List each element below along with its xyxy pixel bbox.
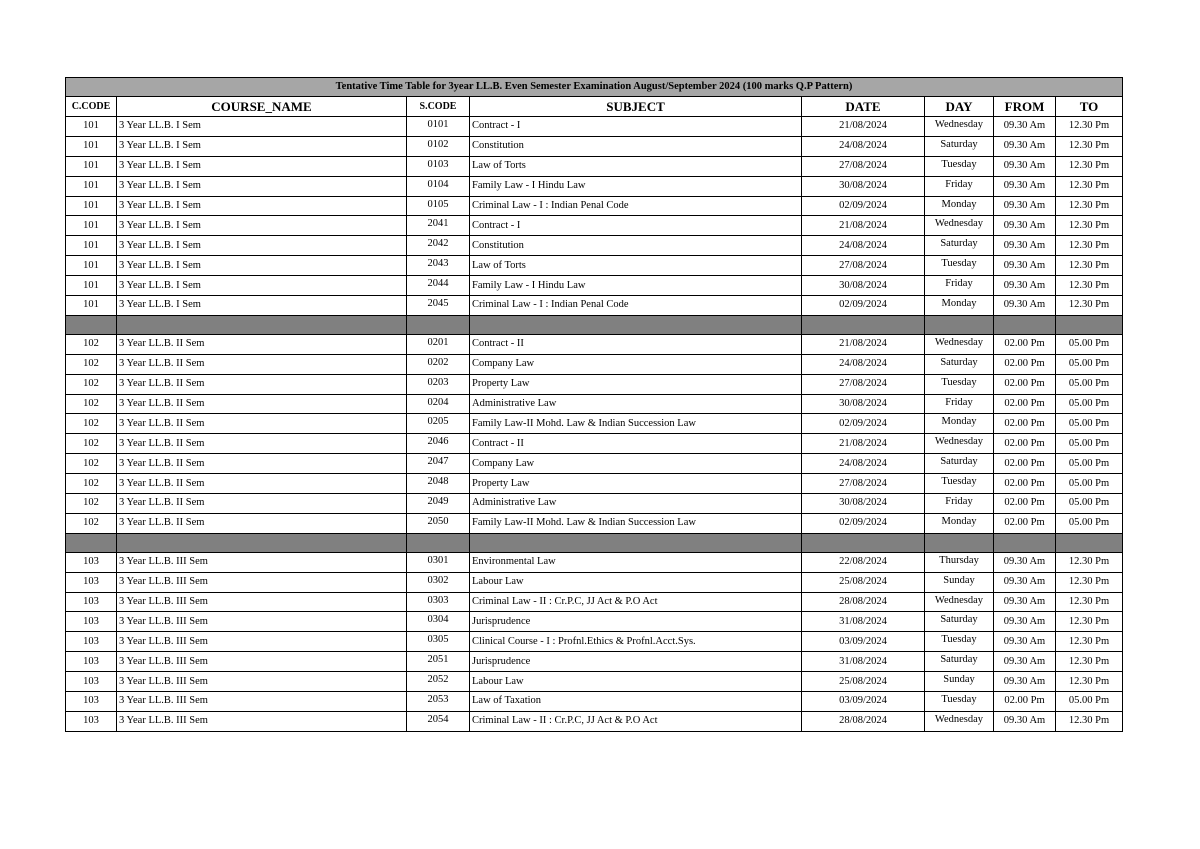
course-name-cell: 3 Year LL.B. II Sem xyxy=(117,494,407,514)
course-name-cell: 3 Year LL.B. I Sem xyxy=(117,236,407,256)
course-name-cell: 3 Year LL.B. III Sem xyxy=(117,612,407,632)
to-time-cell: 12.30 Pm xyxy=(1056,136,1123,156)
course-name-cell: 3 Year LL.B. II Sem xyxy=(117,414,407,434)
day-cell: Friday xyxy=(925,394,994,414)
date-cell: 02/09/2024 xyxy=(802,414,925,434)
subject-cell: Company Law xyxy=(470,454,802,474)
from-time-cell: 02.00 Pm xyxy=(994,354,1056,374)
course-name-cell: 3 Year LL.B. I Sem xyxy=(117,216,407,236)
to-time-cell: 05.00 Pm xyxy=(1056,434,1123,454)
table-row xyxy=(66,711,1123,731)
table-row xyxy=(66,394,1123,414)
from-time-cell: 09.30 Am xyxy=(994,176,1056,196)
header-course-name: COURSE_NAME xyxy=(117,97,407,117)
date-cell: 21/08/2024 xyxy=(802,216,925,236)
header-row xyxy=(66,97,1123,117)
scode-cell: 0104 xyxy=(407,176,470,196)
date-cell: 31/08/2024 xyxy=(802,612,925,632)
table-row xyxy=(66,354,1123,374)
subject-cell: Administrative Law xyxy=(470,494,802,514)
ccode-cell: 102 xyxy=(66,474,117,494)
day-cell: Monday xyxy=(925,414,994,434)
ccode-cell: 101 xyxy=(66,216,117,236)
day-cell: Saturday xyxy=(925,354,994,374)
date-cell: 24/08/2024 xyxy=(802,136,925,156)
table-row xyxy=(66,454,1123,474)
separator-cell xyxy=(925,533,994,552)
subject-cell: Law of Torts xyxy=(470,256,802,276)
date-cell: 28/08/2024 xyxy=(802,711,925,731)
subject-cell: Jurisprudence xyxy=(470,612,802,632)
from-time-cell: 09.30 Am xyxy=(994,117,1056,137)
separator-cell xyxy=(470,315,802,334)
course-name-cell: 3 Year LL.B. III Sem xyxy=(117,552,407,572)
from-time-cell: 02.00 Pm xyxy=(994,414,1056,434)
date-cell: 31/08/2024 xyxy=(802,652,925,672)
from-time-cell: 09.30 Am xyxy=(994,612,1056,632)
to-time-cell: 12.30 Pm xyxy=(1056,592,1123,612)
subject-cell: Administrative Law xyxy=(470,394,802,414)
ccode-cell: 102 xyxy=(66,434,117,454)
date-cell: 22/08/2024 xyxy=(802,552,925,572)
separator-cell xyxy=(407,533,470,552)
table-row xyxy=(66,117,1123,137)
subject-cell: Environmental Law xyxy=(470,552,802,572)
day-cell: Saturday xyxy=(925,236,994,256)
subject-cell: Contract - I xyxy=(470,117,802,137)
table-row xyxy=(66,692,1123,712)
ccode-cell: 103 xyxy=(66,672,117,692)
separator-cell xyxy=(994,533,1056,552)
day-cell: Monday xyxy=(925,196,994,216)
table-row xyxy=(66,652,1123,672)
subject-cell: Criminal Law - I : Indian Penal Code xyxy=(470,196,802,216)
scode-cell: 2043 xyxy=(407,256,470,276)
scode-cell: 2045 xyxy=(407,296,470,316)
table-row xyxy=(66,672,1123,692)
group-separator-row xyxy=(66,533,1123,552)
group-separator-row xyxy=(66,315,1123,334)
day-cell: Wednesday xyxy=(925,711,994,731)
ccode-cell: 102 xyxy=(66,513,117,533)
from-time-cell: 09.30 Am xyxy=(994,276,1056,296)
scode-cell: 2054 xyxy=(407,711,470,731)
ccode-cell: 103 xyxy=(66,592,117,612)
subject-cell: Contract - II xyxy=(470,434,802,454)
table-row xyxy=(66,513,1123,533)
table-row xyxy=(66,276,1123,296)
table-title: Tentative Time Table for 3year LL.B. Even Semester Examination August/September 2024 (100 marks Q.P Pattern) xyxy=(66,78,1123,97)
subject-cell: Criminal Law - II : Cr.P.C, JJ Act & P.O Act xyxy=(470,592,802,612)
separator-cell xyxy=(66,533,117,552)
table-row xyxy=(66,374,1123,394)
subject-cell: Jurisprudence xyxy=(470,652,802,672)
scode-cell: 0202 xyxy=(407,354,470,374)
from-time-cell: 09.30 Am xyxy=(994,711,1056,731)
from-time-cell: 02.00 Pm xyxy=(994,513,1056,533)
day-cell: Saturday xyxy=(925,652,994,672)
from-time-cell: 02.00 Pm xyxy=(994,394,1056,414)
date-cell: 21/08/2024 xyxy=(802,117,925,137)
ccode-cell: 102 xyxy=(66,374,117,394)
subject-cell: Constitution xyxy=(470,136,802,156)
to-time-cell: 12.30 Pm xyxy=(1056,672,1123,692)
subject-cell: Labour Law xyxy=(470,672,802,692)
course-name-cell: 3 Year LL.B. II Sem xyxy=(117,334,407,354)
from-time-cell: 09.30 Am xyxy=(994,672,1056,692)
table-row xyxy=(66,414,1123,434)
table-row xyxy=(66,216,1123,236)
separator-cell xyxy=(66,315,117,334)
table-row xyxy=(66,256,1123,276)
header-day: DAY xyxy=(925,97,994,117)
scode-cell: 0205 xyxy=(407,414,470,434)
scode-cell: 0203 xyxy=(407,374,470,394)
subject-cell: Clinical Course - I : Profnl.Ethics & Profnl.Acct.Sys. xyxy=(470,632,802,652)
scode-cell: 2044 xyxy=(407,276,470,296)
to-time-cell: 05.00 Pm xyxy=(1056,692,1123,712)
separator-cell xyxy=(117,533,407,552)
course-name-cell: 3 Year LL.B. III Sem xyxy=(117,572,407,592)
course-name-cell: 3 Year LL.B. I Sem xyxy=(117,117,407,137)
scode-cell: 0201 xyxy=(407,334,470,354)
date-cell: 27/08/2024 xyxy=(802,374,925,394)
ccode-cell: 103 xyxy=(66,711,117,731)
date-cell: 24/08/2024 xyxy=(802,236,925,256)
date-cell: 30/08/2024 xyxy=(802,276,925,296)
subject-cell: Family Law - I Hindu Law xyxy=(470,276,802,296)
day-cell: Tuesday xyxy=(925,632,994,652)
course-name-cell: 3 Year LL.B. III Sem xyxy=(117,592,407,612)
subject-cell: Law of Torts xyxy=(470,156,802,176)
day-cell: Thursday xyxy=(925,552,994,572)
course-name-cell: 3 Year LL.B. III Sem xyxy=(117,632,407,652)
header-ccode: C.CODE xyxy=(66,97,117,117)
to-time-cell: 05.00 Pm xyxy=(1056,394,1123,414)
scode-cell: 0305 xyxy=(407,632,470,652)
from-time-cell: 02.00 Pm xyxy=(994,334,1056,354)
header-scode: S.CODE xyxy=(407,97,470,117)
from-time-cell: 09.30 Am xyxy=(994,572,1056,592)
course-name-cell: 3 Year LL.B. I Sem xyxy=(117,276,407,296)
to-time-cell: 12.30 Pm xyxy=(1056,156,1123,176)
subject-cell: Family Law - I Hindu Law xyxy=(470,176,802,196)
date-cell: 28/08/2024 xyxy=(802,592,925,612)
date-cell: 25/08/2024 xyxy=(802,572,925,592)
table-row xyxy=(66,612,1123,632)
course-name-cell: 3 Year LL.B. II Sem xyxy=(117,454,407,474)
date-cell: 21/08/2024 xyxy=(802,334,925,354)
scode-cell: 2050 xyxy=(407,513,470,533)
date-cell: 27/08/2024 xyxy=(802,474,925,494)
ccode-cell: 102 xyxy=(66,394,117,414)
day-cell: Saturday xyxy=(925,612,994,632)
table-row xyxy=(66,552,1123,572)
scode-cell: 0302 xyxy=(407,572,470,592)
ccode-cell: 103 xyxy=(66,692,117,712)
course-name-cell: 3 Year LL.B. II Sem xyxy=(117,474,407,494)
title-row xyxy=(66,78,1123,97)
to-time-cell: 12.30 Pm xyxy=(1056,276,1123,296)
course-name-cell: 3 Year LL.B. I Sem xyxy=(117,196,407,216)
from-time-cell: 09.30 Am xyxy=(994,632,1056,652)
table-row xyxy=(66,136,1123,156)
day-cell: Saturday xyxy=(925,454,994,474)
to-time-cell: 12.30 Pm xyxy=(1056,256,1123,276)
subject-cell: Property Law xyxy=(470,474,802,494)
scode-cell: 0101 xyxy=(407,117,470,137)
date-cell: 25/08/2024 xyxy=(802,672,925,692)
day-cell: Friday xyxy=(925,494,994,514)
to-time-cell: 12.30 Pm xyxy=(1056,711,1123,731)
from-time-cell: 09.30 Am xyxy=(994,156,1056,176)
date-cell: 30/08/2024 xyxy=(802,494,925,514)
separator-cell xyxy=(1056,533,1123,552)
separator-cell xyxy=(925,315,994,334)
day-cell: Friday xyxy=(925,276,994,296)
date-cell: 03/09/2024 xyxy=(802,692,925,712)
ccode-cell: 101 xyxy=(66,136,117,156)
course-name-cell: 3 Year LL.B. III Sem xyxy=(117,672,407,692)
subject-cell: Criminal Law - I : Indian Penal Code xyxy=(470,296,802,316)
from-time-cell: 02.00 Pm xyxy=(994,494,1056,514)
to-time-cell: 12.30 Pm xyxy=(1056,552,1123,572)
date-cell: 30/08/2024 xyxy=(802,176,925,196)
subject-cell: Constitution xyxy=(470,236,802,256)
date-cell: 24/08/2024 xyxy=(802,354,925,374)
course-name-cell: 3 Year LL.B. I Sem xyxy=(117,136,407,156)
from-time-cell: 09.30 Am xyxy=(994,652,1056,672)
separator-cell xyxy=(1056,315,1123,334)
table-row xyxy=(66,156,1123,176)
ccode-cell: 102 xyxy=(66,414,117,434)
scode-cell: 0102 xyxy=(407,136,470,156)
date-cell: 27/08/2024 xyxy=(802,156,925,176)
day-cell: Wednesday xyxy=(925,216,994,236)
table-row xyxy=(66,236,1123,256)
ccode-cell: 103 xyxy=(66,552,117,572)
from-time-cell: 09.30 Am xyxy=(994,216,1056,236)
from-time-cell: 09.30 Am xyxy=(994,236,1056,256)
date-cell: 03/09/2024 xyxy=(802,632,925,652)
to-time-cell: 12.30 Pm xyxy=(1056,652,1123,672)
scode-cell: 0303 xyxy=(407,592,470,612)
day-cell: Tuesday xyxy=(925,374,994,394)
day-cell: Tuesday xyxy=(925,474,994,494)
day-cell: Saturday xyxy=(925,136,994,156)
day-cell: Tuesday xyxy=(925,256,994,276)
ccode-cell: 101 xyxy=(66,117,117,137)
to-time-cell: 05.00 Pm xyxy=(1056,414,1123,434)
ccode-cell: 102 xyxy=(66,354,117,374)
to-time-cell: 05.00 Pm xyxy=(1056,513,1123,533)
to-time-cell: 12.30 Pm xyxy=(1056,176,1123,196)
ccode-cell: 101 xyxy=(66,256,117,276)
from-time-cell: 02.00 Pm xyxy=(994,474,1056,494)
date-cell: 24/08/2024 xyxy=(802,454,925,474)
ccode-cell: 101 xyxy=(66,236,117,256)
ccode-cell: 103 xyxy=(66,572,117,592)
ccode-cell: 101 xyxy=(66,176,117,196)
scode-cell: 2041 xyxy=(407,216,470,236)
from-time-cell: 09.30 Am xyxy=(994,296,1056,316)
subject-cell: Contract - II xyxy=(470,334,802,354)
header-to: TO xyxy=(1056,97,1123,117)
course-name-cell: 3 Year LL.B. III Sem xyxy=(117,711,407,731)
from-time-cell: 02.00 Pm xyxy=(994,374,1056,394)
ccode-cell: 101 xyxy=(66,296,117,316)
table-row xyxy=(66,334,1123,354)
scode-cell: 2052 xyxy=(407,672,470,692)
subject-cell: Law of Taxation xyxy=(470,692,802,712)
separator-cell xyxy=(802,315,925,334)
to-time-cell: 12.30 Pm xyxy=(1056,632,1123,652)
day-cell: Tuesday xyxy=(925,156,994,176)
scode-cell: 0105 xyxy=(407,196,470,216)
date-cell: 02/09/2024 xyxy=(802,513,925,533)
ccode-cell: 101 xyxy=(66,276,117,296)
day-cell: Monday xyxy=(925,296,994,316)
from-time-cell: 02.00 Pm xyxy=(994,454,1056,474)
table-row xyxy=(66,592,1123,612)
course-name-cell: 3 Year LL.B. I Sem xyxy=(117,296,407,316)
table-row xyxy=(66,494,1123,514)
day-cell: Sunday xyxy=(925,672,994,692)
header-from: FROM xyxy=(994,97,1056,117)
from-time-cell: 02.00 Pm xyxy=(994,692,1056,712)
subject-cell: Labour Law xyxy=(470,572,802,592)
separator-cell xyxy=(802,533,925,552)
scode-cell: 2051 xyxy=(407,652,470,672)
table-row xyxy=(66,196,1123,216)
ccode-cell: 102 xyxy=(66,454,117,474)
scode-cell: 0304 xyxy=(407,612,470,632)
scode-cell: 0301 xyxy=(407,552,470,572)
subject-cell: Family Law-II Mohd. Law & Indian Succession Law xyxy=(470,414,802,434)
to-time-cell: 12.30 Pm xyxy=(1056,612,1123,632)
ccode-cell: 101 xyxy=(66,156,117,176)
to-time-cell: 12.30 Pm xyxy=(1056,236,1123,256)
course-name-cell: 3 Year LL.B. II Sem xyxy=(117,394,407,414)
subject-cell: Company Law xyxy=(470,354,802,374)
ccode-cell: 103 xyxy=(66,652,117,672)
day-cell: Wednesday xyxy=(925,117,994,137)
day-cell: Wednesday xyxy=(925,334,994,354)
ccode-cell: 102 xyxy=(66,494,117,514)
table-row xyxy=(66,176,1123,196)
to-time-cell: 05.00 Pm xyxy=(1056,334,1123,354)
timetable-sheet xyxy=(65,77,1122,732)
scode-cell: 2046 xyxy=(407,434,470,454)
subject-cell: Criminal Law - II : Cr.P.C, JJ Act & P.O Act xyxy=(470,711,802,731)
from-time-cell: 09.30 Am xyxy=(994,592,1056,612)
table-row xyxy=(66,296,1123,316)
course-name-cell: 3 Year LL.B. I Sem xyxy=(117,156,407,176)
to-time-cell: 12.30 Pm xyxy=(1056,572,1123,592)
ccode-cell: 101 xyxy=(66,196,117,216)
separator-cell xyxy=(117,315,407,334)
scode-cell: 2049 xyxy=(407,494,470,514)
timetable xyxy=(65,77,1123,732)
table-row xyxy=(66,632,1123,652)
to-time-cell: 05.00 Pm xyxy=(1056,454,1123,474)
course-name-cell: 3 Year LL.B. II Sem xyxy=(117,374,407,394)
ccode-cell: 102 xyxy=(66,334,117,354)
from-time-cell: 09.30 Am xyxy=(994,136,1056,156)
day-cell: Sunday xyxy=(925,572,994,592)
subject-cell: Contract - I xyxy=(470,216,802,236)
course-name-cell: 3 Year LL.B. I Sem xyxy=(117,176,407,196)
scode-cell: 2042 xyxy=(407,236,470,256)
subject-cell: Property Law xyxy=(470,374,802,394)
course-name-cell: 3 Year LL.B. II Sem xyxy=(117,513,407,533)
day-cell: Wednesday xyxy=(925,592,994,612)
date-cell: 21/08/2024 xyxy=(802,434,925,454)
day-cell: Wednesday xyxy=(925,434,994,454)
to-time-cell: 05.00 Pm xyxy=(1056,354,1123,374)
to-time-cell: 12.30 Pm xyxy=(1056,216,1123,236)
scode-cell: 2047 xyxy=(407,454,470,474)
course-name-cell: 3 Year LL.B. II Sem xyxy=(117,434,407,454)
separator-cell xyxy=(470,533,802,552)
scode-cell: 2053 xyxy=(407,692,470,712)
date-cell: 30/08/2024 xyxy=(802,394,925,414)
date-cell: 02/09/2024 xyxy=(802,196,925,216)
from-time-cell: 02.00 Pm xyxy=(994,434,1056,454)
header-date: DATE xyxy=(802,97,925,117)
date-cell: 27/08/2024 xyxy=(802,256,925,276)
course-name-cell: 3 Year LL.B. III Sem xyxy=(117,652,407,672)
table-row xyxy=(66,572,1123,592)
course-name-cell: 3 Year LL.B. III Sem xyxy=(117,692,407,712)
to-time-cell: 05.00 Pm xyxy=(1056,474,1123,494)
from-time-cell: 09.30 Am xyxy=(994,256,1056,276)
from-time-cell: 09.30 Am xyxy=(994,552,1056,572)
scode-cell: 2048 xyxy=(407,474,470,494)
day-cell: Monday xyxy=(925,513,994,533)
separator-cell xyxy=(407,315,470,334)
separator-cell xyxy=(994,315,1056,334)
header-subject: SUBJECT xyxy=(470,97,802,117)
table-row xyxy=(66,474,1123,494)
date-cell: 02/09/2024 xyxy=(802,296,925,316)
to-time-cell: 12.30 Pm xyxy=(1056,196,1123,216)
table-row xyxy=(66,434,1123,454)
scode-cell: 0103 xyxy=(407,156,470,176)
course-name-cell: 3 Year LL.B. I Sem xyxy=(117,256,407,276)
to-time-cell: 12.30 Pm xyxy=(1056,296,1123,316)
to-time-cell: 05.00 Pm xyxy=(1056,494,1123,514)
scode-cell: 0204 xyxy=(407,394,470,414)
to-time-cell: 05.00 Pm xyxy=(1056,374,1123,394)
day-cell: Tuesday xyxy=(925,692,994,712)
subject-cell: Family Law-II Mohd. Law & Indian Succession Law xyxy=(470,513,802,533)
day-cell: Friday xyxy=(925,176,994,196)
ccode-cell: 103 xyxy=(66,612,117,632)
ccode-cell: 103 xyxy=(66,632,117,652)
from-time-cell: 09.30 Am xyxy=(994,196,1056,216)
to-time-cell: 12.30 Pm xyxy=(1056,117,1123,137)
course-name-cell: 3 Year LL.B. II Sem xyxy=(117,354,407,374)
